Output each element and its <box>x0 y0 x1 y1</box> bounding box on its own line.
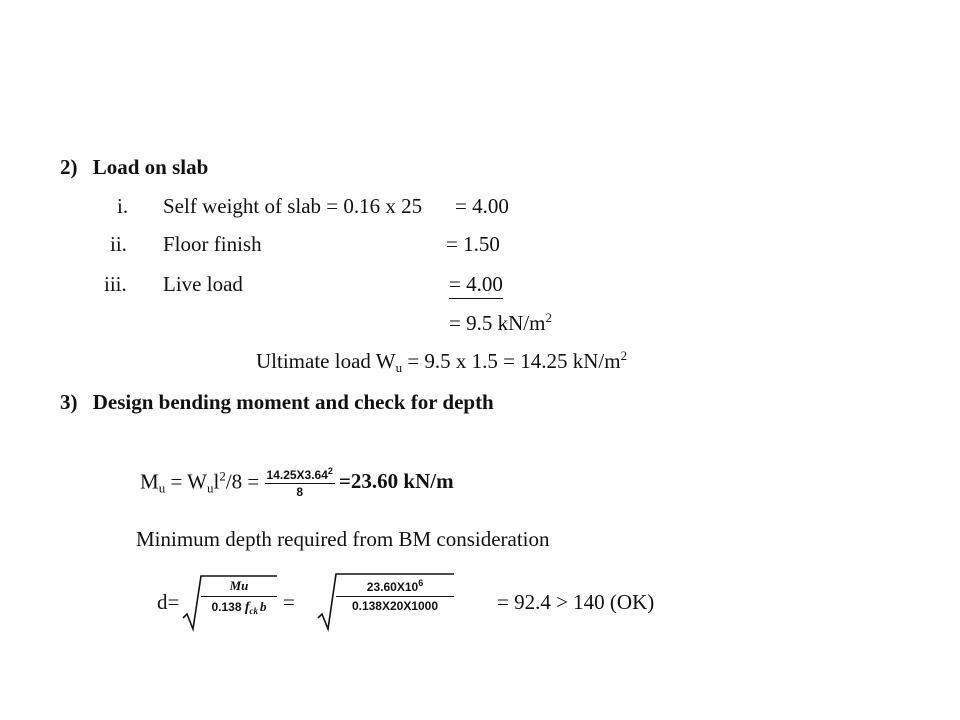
section-2-title: Load on slab <box>92 155 209 179</box>
ultimate-load-sub: u <box>395 360 403 375</box>
total-load-text: = 9.5 kN/m <box>449 311 546 335</box>
moment-fraction <box>265 468 335 499</box>
sqrt-2-num-exp: 6 <box>418 578 424 588</box>
total-load-exp: 2 <box>545 310 552 325</box>
depth-eq: = <box>283 590 295 614</box>
moment-equation <box>140 468 454 499</box>
moment-w-sub: u <box>206 480 214 496</box>
sqrt-1-den-fck-sub: ck <box>249 606 259 616</box>
moment-m: M <box>140 469 159 494</box>
sqrt-2-den: 0.138X20X1000 <box>351 599 439 613</box>
moment-fraction-num <box>265 468 335 484</box>
sqrt-1-num-text: Mu <box>229 578 249 593</box>
moment-result: =23.60 kN/m <box>338 469 454 494</box>
moment-fraction-num-exp: 2 <box>327 466 333 476</box>
section-2-number: 2) <box>60 155 78 179</box>
sqrt-1 <box>181 574 279 632</box>
section-3-title: Design bending moment and check for depth <box>92 390 494 414</box>
min-depth-label: Minimum depth required from BM consideration <box>136 527 550 551</box>
moment-m-sub: u <box>158 480 166 496</box>
sqrt-2-num-text: 23.60X10 <box>366 580 419 594</box>
sqrt-2 <box>316 572 456 632</box>
section-2-heading <box>60 155 208 180</box>
sqrt-1-den-b: b <box>260 599 267 614</box>
ultimate-load <box>256 349 627 374</box>
depth-result: = 92.4 > 140 (OK) <box>497 590 655 614</box>
item-numeral-1: i. <box>117 194 129 218</box>
sqrt-1-den <box>201 597 277 616</box>
moment-l-exp: 2 <box>219 468 226 484</box>
item-value-3: = 4.00 <box>449 272 503 299</box>
item-numeral-2: ii. <box>110 232 127 256</box>
item-numeral-3: iii. <box>104 272 127 296</box>
sqrt-1-den-fck: f <box>244 600 250 615</box>
section-3-number: 3) <box>60 390 78 414</box>
item-label-2: Floor finish <box>163 232 262 256</box>
total-load <box>449 311 552 336</box>
sqrt-1-num <box>201 578 277 597</box>
sqrt-2-fraction <box>336 580 454 613</box>
moment-eq: = W <box>165 469 207 494</box>
sqrt-2-num <box>336 580 454 597</box>
section-3-heading <box>60 390 494 415</box>
moment-l: l <box>213 469 220 494</box>
sqrt-1-fraction <box>201 578 277 616</box>
ultimate-load-rest: = 9.5 x 1.5 = 14.25 kN/m <box>402 349 621 373</box>
depth-lhs: d= <box>157 590 180 614</box>
item-value-1: = 4.00 <box>455 194 509 218</box>
ultimate-load-lead: Ultimate load W <box>256 349 396 373</box>
moment-fraction-den: 8 <box>296 485 304 499</box>
item-label-1: Self weight of slab = 0.16 x 25 <box>163 194 423 218</box>
moment-fraction-num-text: 14.25X3.64 <box>266 468 328 482</box>
sqrt-1-den-pre: 0.138 <box>211 600 245 614</box>
item-label-3: Live load <box>163 272 243 296</box>
item-value-2: = 1.50 <box>446 232 500 256</box>
ultimate-load-exp: 2 <box>620 348 628 363</box>
moment-div: /8 = <box>225 469 265 494</box>
